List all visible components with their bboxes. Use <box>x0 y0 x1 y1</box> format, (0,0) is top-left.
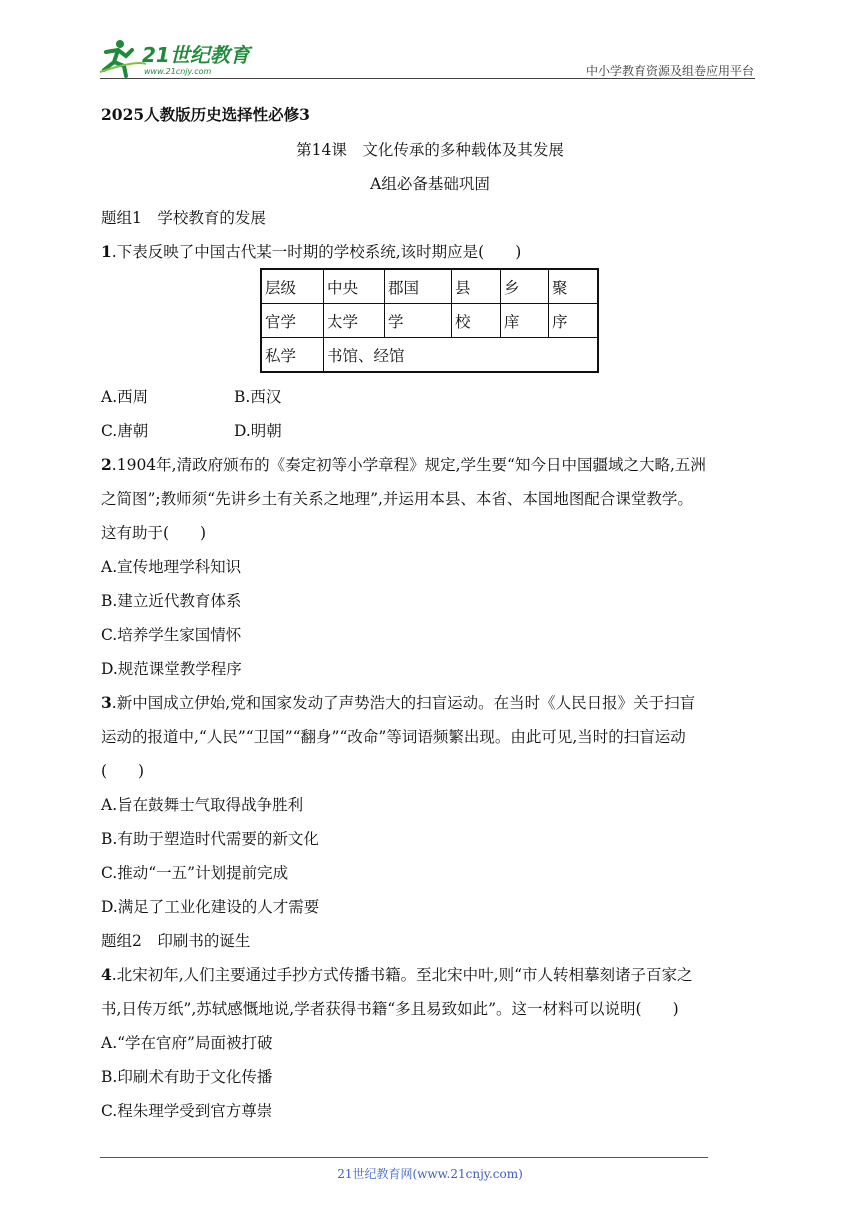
table-cell: 中央 <box>324 269 385 304</box>
table-cell: 乡 <box>501 269 549 304</box>
site-logo <box>96 36 266 80</box>
question-3-line-2: 运动的报道中,“人民”“卫国”“翻身”“改命”等词语频繁出现。由此可见,当时的扫盲运动 <box>101 728 686 746</box>
option-a: A.西周 <box>101 388 149 406</box>
question-2-line-2: 之简图”;教师须“先讲乡土有关系之地理”,并运用本县、本省、本国地图配合课堂教学。 <box>101 490 693 508</box>
table-cell: 学 <box>385 304 452 338</box>
question-3-line-1: 3.新中国成立伊始,党和国家发动了声势浩大的扫盲运动。在当时《人民日报》关于扫盲 <box>101 693 696 712</box>
option-d: D.规范课堂教学程序 <box>101 660 242 678</box>
question-number: 3 <box>101 693 112 712</box>
option-c: C.推动“一五”计划提前完成 <box>101 864 289 882</box>
option-c: C.程朱理学受到官方尊崇 <box>101 1102 273 1120</box>
table-cell: 校 <box>452 304 501 338</box>
platform-name: 中小学教育资源及组卷应用平台 <box>585 64 754 78</box>
table-cell: 聚 <box>549 269 599 304</box>
table-row <box>261 304 598 338</box>
table-cell: 私学 <box>261 338 324 373</box>
option-a: A.“学在官府”局面被打破 <box>101 1034 273 1052</box>
option-d: D.满足了工业化建设的人才需要 <box>101 898 320 916</box>
school-system-table <box>260 268 599 373</box>
question-1-stem: 1.下表反映了中国古代某一时期的学校系统,该时期应是( ) <box>101 242 522 261</box>
option-d: D.明朝 <box>234 422 282 440</box>
group-heading: A组必备基础巩固 <box>370 175 490 193</box>
option-a: A.宣传地理学科知识 <box>101 558 242 576</box>
question-2-line-1: 2.1904年,清政府颁布的《奏定初等小学章程》规定,学生要“知今日中国疆域之大略,五洲 <box>101 455 706 474</box>
question-number: 2 <box>101 455 112 474</box>
table-cell: 太学 <box>324 304 385 338</box>
topic-heading-2: 题组2 印刷书的诞生 <box>101 932 251 950</box>
option-a: A.旨在鼓舞士气取得战争胜利 <box>101 796 304 814</box>
table-cell: 层级 <box>261 269 324 304</box>
footer-link[interactable]: 21世纪教育网(www.21cnjy.com) <box>337 1167 523 1181</box>
runner-icon <box>100 40 146 76</box>
option-c: C.唐朝 <box>101 422 149 440</box>
question-2-line-3: 这有助于( ) <box>101 524 207 542</box>
question-number: 1 <box>101 242 112 261</box>
table-cell: 庠 <box>501 304 549 338</box>
table-row <box>261 269 598 304</box>
svg-text:www.21cnjy.com: www.21cnjy.com <box>144 67 212 76</box>
question-3-line-3: ( ) <box>101 762 145 780</box>
doc-title: 2025人教版历史选择性必修3 <box>101 105 310 124</box>
question-4-line-2: 书,日传万纸”,苏轼感慨地说,学者获得书籍“多且易致如此”。这一材料可以说明( ) <box>101 1000 679 1018</box>
option-b: B.建立近代教育体系 <box>101 592 242 610</box>
table-cell: 序 <box>549 304 599 338</box>
topic-heading-1: 题组1 学校教育的发展 <box>101 209 266 227</box>
svg-text:21世纪教育: 21世纪教育 <box>142 43 250 67</box>
table-row <box>261 338 598 373</box>
header-divider <box>100 78 755 79</box>
option-b: B.印刷术有助于文化传播 <box>101 1068 273 1086</box>
option-b: B.有助于塑造时代需要的新文化 <box>101 830 319 848</box>
question-number: 4 <box>101 965 112 984</box>
table-cell: 官学 <box>261 304 324 338</box>
lesson-title: 第14课 文化传承的多种载体及其发展 <box>296 141 564 159</box>
question-4-line-1: 4.北宋初年,人们主要通过手抄方式传播书籍。至北宋中叶,则“市人转相摹刻诸子百家之 <box>101 965 693 984</box>
table-cell: 郡国 <box>385 269 452 304</box>
option-c: C.培养学生家国情怀 <box>101 626 242 644</box>
table-cell: 县 <box>452 269 501 304</box>
footer-divider <box>100 1157 708 1158</box>
table-cell: 书馆、经馆 <box>324 338 599 373</box>
option-b: B.西汉 <box>234 388 282 406</box>
